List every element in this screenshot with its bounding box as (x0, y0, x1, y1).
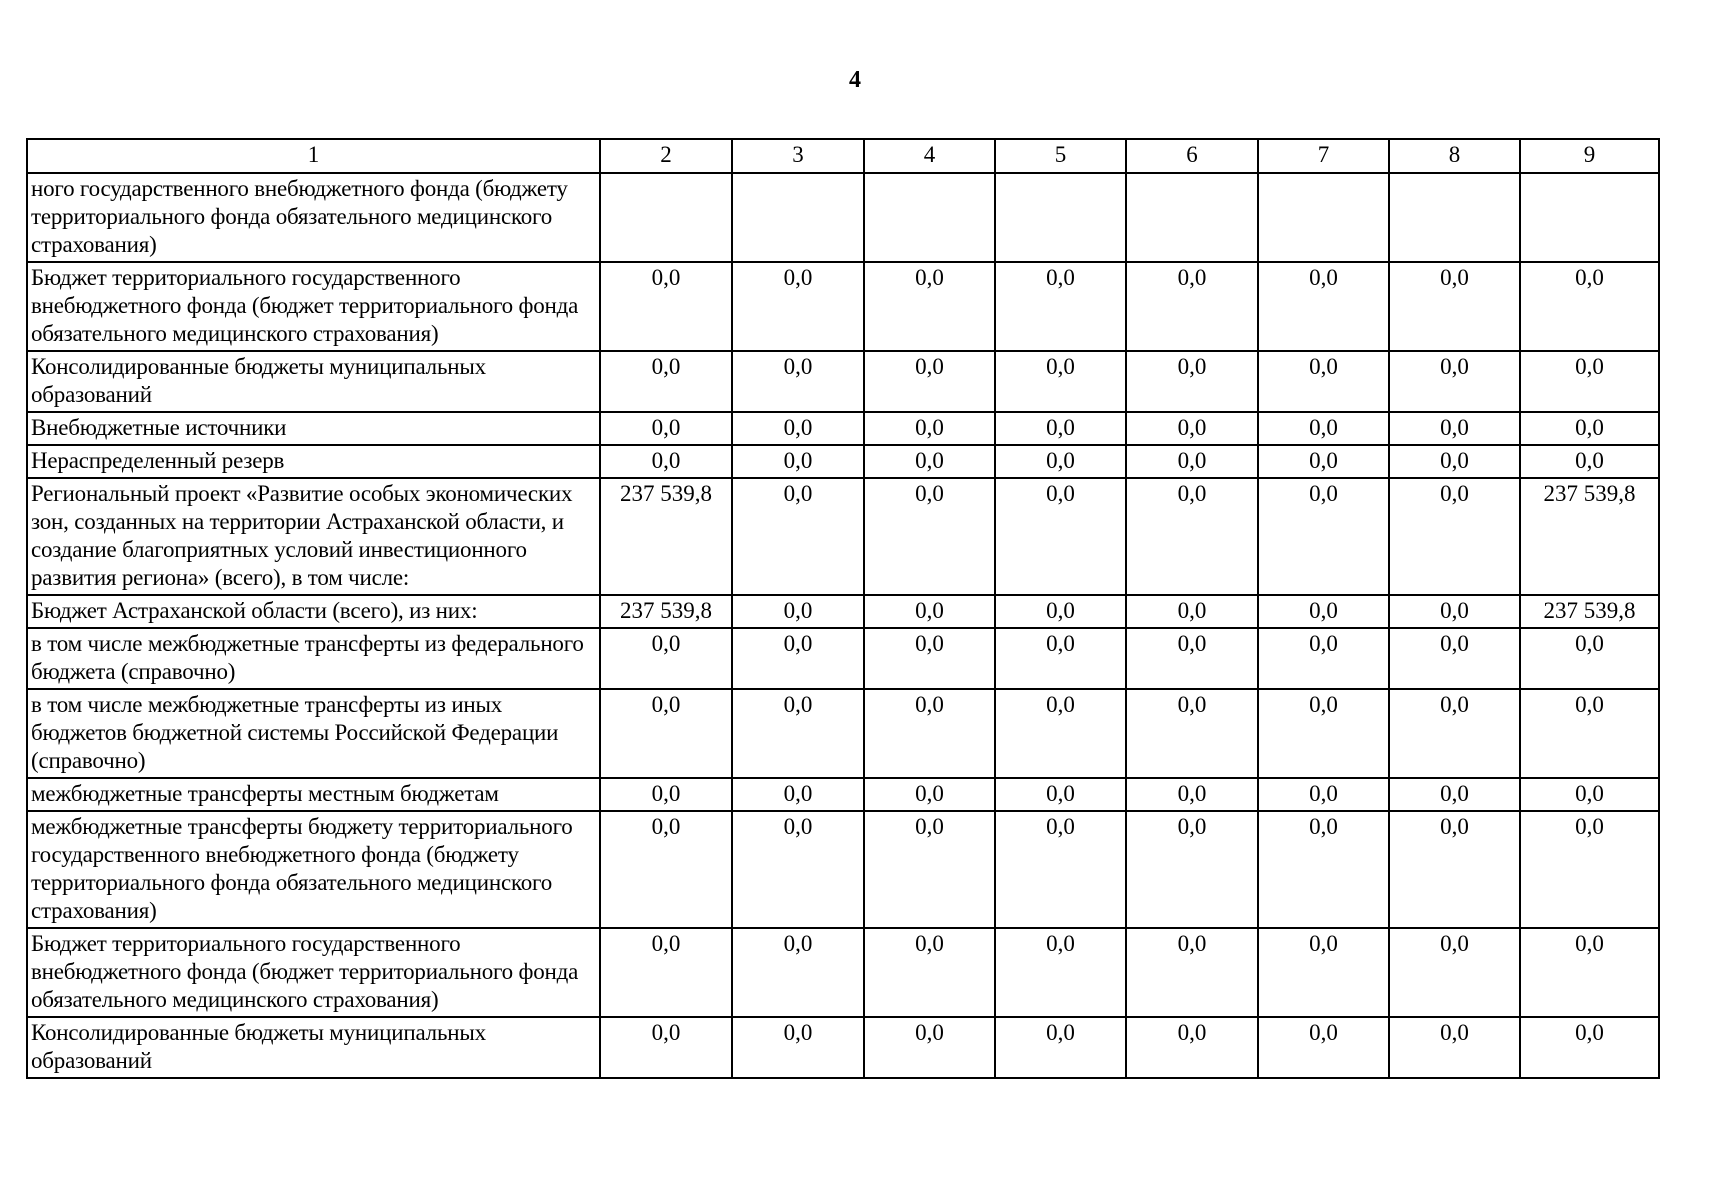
value-cell (1389, 173, 1520, 262)
value-cell: 0,0 (1389, 595, 1520, 628)
value-cell: 0,0 (732, 478, 864, 595)
value-cell: 0,0 (600, 628, 732, 689)
value-cell: 0,0 (864, 445, 995, 478)
row-label: ного государственного внебюджетного фонда (бюджету территориального фонда обязательного медицинского страхования) (27, 173, 600, 262)
value-cell: 0,0 (864, 689, 995, 778)
value-cell: 0,0 (995, 778, 1126, 811)
value-cell: 0,0 (732, 778, 864, 811)
row-label: Региональный проект «Развитие особых экономических зон, созданных на территории Астраханской области, и создание благоприятных условий инвестиционного развития региона» (всего), в том числе: (27, 478, 600, 595)
value-cell: 0,0 (864, 778, 995, 811)
value-cell: 0,0 (1126, 811, 1258, 928)
row-label: межбюджетные трансферты бюджету территориального государственного внебюджетного фонда (бюджету территориального фонда обязательного медицинского страхования) (27, 811, 600, 928)
value-cell: 0,0 (1258, 351, 1389, 412)
table-row (27, 928, 1659, 1017)
table-row (27, 628, 1659, 689)
value-cell: 0,0 (864, 595, 995, 628)
value-cell: 0,0 (1126, 928, 1258, 1017)
value-cell: 0,0 (732, 928, 864, 1017)
value-cell: 0,0 (995, 412, 1126, 445)
value-cell: 0,0 (1520, 778, 1659, 811)
value-cell: 0,0 (864, 351, 995, 412)
value-cell: 0,0 (995, 445, 1126, 478)
value-cell: 0,0 (1126, 778, 1258, 811)
value-cell (1258, 173, 1389, 262)
column-header: 5 (995, 139, 1126, 173)
column-header: 1 (27, 139, 600, 173)
table-header-row (27, 139, 1659, 173)
value-cell: 0,0 (1126, 445, 1258, 478)
value-cell: 0,0 (1520, 811, 1659, 928)
value-cell: 0,0 (995, 628, 1126, 689)
value-cell: 0,0 (732, 445, 864, 478)
row-label: Внебюджетные источники (27, 412, 600, 445)
value-cell: 0,0 (600, 928, 732, 1017)
value-cell: 0,0 (864, 412, 995, 445)
value-cell: 0,0 (1126, 262, 1258, 351)
row-label: межбюджетные трансферты местным бюджетам (27, 778, 600, 811)
row-label: Бюджет территориального государственного внебюджетного фонда (бюджет территориального фонда обязательного медицинского страхования) (27, 262, 600, 351)
row-label: Бюджет Астраханской области (всего), из них: (27, 595, 600, 628)
value-cell: 0,0 (995, 811, 1126, 928)
value-cell: 0,0 (1258, 262, 1389, 351)
value-cell: 0,0 (1389, 628, 1520, 689)
value-cell: 0,0 (732, 811, 864, 928)
value-cell: 0,0 (864, 1017, 995, 1078)
value-cell: 0,0 (732, 262, 864, 351)
value-cell: 0,0 (1389, 778, 1520, 811)
column-header: 7 (1258, 139, 1389, 173)
value-cell: 0,0 (1520, 928, 1659, 1017)
value-cell: 0,0 (1126, 628, 1258, 689)
value-cell: 0,0 (600, 445, 732, 478)
row-label: Бюджет территориального государственного внебюджетного фонда (бюджет территориального фонда обязательного медицинского страхования) (27, 928, 600, 1017)
page-number: 4 (849, 67, 861, 93)
value-cell: 0,0 (1258, 478, 1389, 595)
value-cell: 0,0 (1389, 262, 1520, 351)
value-cell: 0,0 (864, 262, 995, 351)
column-header: 3 (732, 139, 864, 173)
value-cell: 0,0 (864, 628, 995, 689)
value-cell: 0,0 (600, 778, 732, 811)
table-row (27, 1017, 1659, 1078)
value-cell: 0,0 (995, 689, 1126, 778)
value-cell: 237 539,8 (1520, 478, 1659, 595)
value-cell: 0,0 (600, 412, 732, 445)
row-label: Нераспределенный резерв (27, 445, 600, 478)
value-cell: 0,0 (732, 1017, 864, 1078)
value-cell: 0,0 (1126, 351, 1258, 412)
value-cell: 0,0 (864, 928, 995, 1017)
value-cell: 0,0 (1520, 445, 1659, 478)
value-cell: 0,0 (1520, 628, 1659, 689)
table-row (27, 595, 1659, 628)
value-cell (600, 173, 732, 262)
value-cell: 0,0 (1389, 478, 1520, 595)
value-cell: 0,0 (1389, 928, 1520, 1017)
value-cell (864, 173, 995, 262)
value-cell: 0,0 (732, 628, 864, 689)
table-row (27, 778, 1659, 811)
value-cell: 0,0 (1389, 445, 1520, 478)
value-cell: 0,0 (1126, 595, 1258, 628)
table-row (27, 173, 1659, 262)
value-cell: 0,0 (1258, 778, 1389, 811)
value-cell: 237 539,8 (600, 478, 732, 595)
value-cell: 0,0 (995, 478, 1126, 595)
table-row (27, 351, 1659, 412)
value-cell: 0,0 (864, 478, 995, 595)
value-cell: 0,0 (1520, 412, 1659, 445)
value-cell: 0,0 (1126, 412, 1258, 445)
table-row (27, 262, 1659, 351)
value-cell: 0,0 (995, 1017, 1126, 1078)
value-cell: 237 539,8 (600, 595, 732, 628)
value-cell: 0,0 (1520, 689, 1659, 778)
value-cell: 0,0 (732, 689, 864, 778)
value-cell: 0,0 (1258, 412, 1389, 445)
value-cell: 0,0 (1520, 1017, 1659, 1078)
row-label: Консолидированные бюджеты муниципальных образований (27, 351, 600, 412)
column-header: 8 (1389, 139, 1520, 173)
table-row (27, 445, 1659, 478)
row-label: в том числе межбюджетные трансферты из федерального бюджета (справочно) (27, 628, 600, 689)
value-cell: 0,0 (1389, 412, 1520, 445)
budget-table (26, 138, 1660, 1079)
value-cell: 0,0 (1389, 351, 1520, 412)
value-cell (995, 173, 1126, 262)
value-cell (1520, 173, 1659, 262)
value-cell: 0,0 (1520, 262, 1659, 351)
value-cell: 0,0 (1258, 445, 1389, 478)
value-cell: 0,0 (995, 351, 1126, 412)
value-cell: 0,0 (732, 351, 864, 412)
column-header: 4 (864, 139, 995, 173)
table-row (27, 689, 1659, 778)
value-cell: 0,0 (1126, 1017, 1258, 1078)
value-cell: 0,0 (600, 351, 732, 412)
value-cell: 0,0 (1389, 689, 1520, 778)
column-header: 2 (600, 139, 732, 173)
value-cell: 0,0 (864, 811, 995, 928)
table-row (27, 811, 1659, 928)
value-cell: 0,0 (1126, 478, 1258, 595)
table-body (27, 173, 1659, 1078)
value-cell (732, 173, 864, 262)
value-cell: 0,0 (1126, 689, 1258, 778)
value-cell: 0,0 (1258, 928, 1389, 1017)
column-header: 6 (1126, 139, 1258, 173)
value-cell: 0,0 (1258, 628, 1389, 689)
value-cell: 237 539,8 (1520, 595, 1659, 628)
value-cell: 0,0 (600, 1017, 732, 1078)
value-cell: 0,0 (1258, 1017, 1389, 1078)
table-row (27, 412, 1659, 445)
value-cell: 0,0 (995, 262, 1126, 351)
column-header: 9 (1520, 139, 1659, 173)
table-row (27, 478, 1659, 595)
value-cell (1126, 173, 1258, 262)
value-cell: 0,0 (600, 262, 732, 351)
row-label: Консолидированные бюджеты муниципальных образований (27, 1017, 600, 1078)
value-cell: 0,0 (995, 928, 1126, 1017)
value-cell: 0,0 (1258, 595, 1389, 628)
value-cell: 0,0 (1389, 1017, 1520, 1078)
value-cell: 0,0 (1258, 689, 1389, 778)
value-cell: 0,0 (600, 689, 732, 778)
value-cell: 0,0 (600, 811, 732, 928)
value-cell: 0,0 (1389, 811, 1520, 928)
value-cell: 0,0 (1258, 811, 1389, 928)
row-label: в том числе межбюджетные трансферты из иных бюджетов бюджетной системы Российской Федерации (справочно) (27, 689, 600, 778)
value-cell: 0,0 (732, 412, 864, 445)
value-cell: 0,0 (1520, 351, 1659, 412)
value-cell: 0,0 (995, 595, 1126, 628)
value-cell: 0,0 (732, 595, 864, 628)
